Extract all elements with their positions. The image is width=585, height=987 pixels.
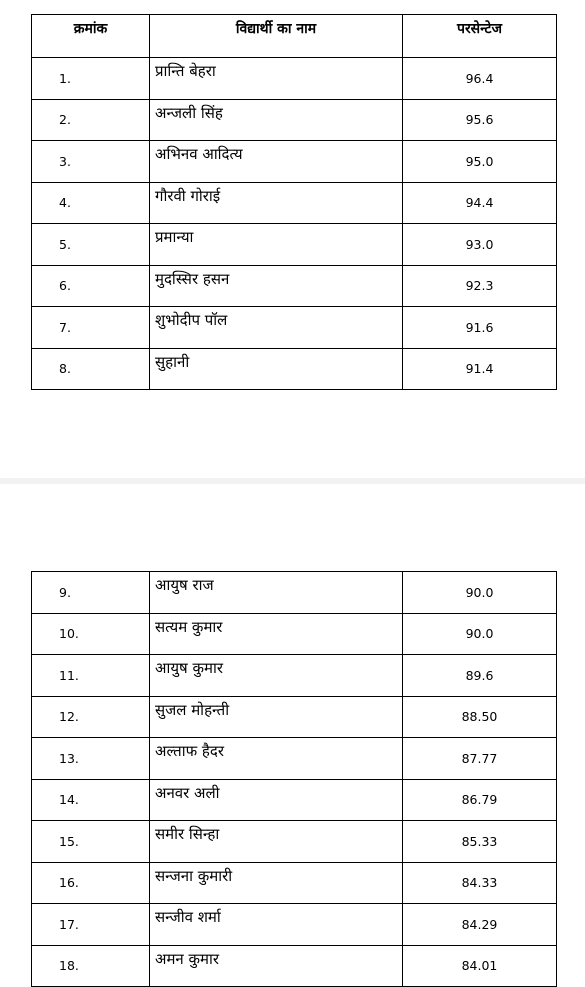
student-name-cell: सुजल मोहन्ती [150,696,403,738]
serial-cell: 13. [32,738,150,780]
percentage-cell: 91.4 [403,348,557,390]
table-row [32,696,557,738]
student-name-cell: गौरवी गोराई [150,182,403,224]
serial-cell: 9. [32,572,150,614]
table-row [32,141,557,183]
table-row [32,58,557,100]
percentage-cell: 95.0 [403,141,557,183]
serial-cell: 14. [32,779,150,821]
percentage-cell: 91.6 [403,307,557,349]
percentage-cell: 84.29 [403,904,557,946]
serial-cell: 11. [32,655,150,697]
student-name-cell: समीर सिन्हा [150,821,403,863]
table-row [32,182,557,224]
student-name-cell: प्रान्ति बेहरा [150,58,403,100]
table-row [32,307,557,349]
serial-cell: 2. [32,99,150,141]
table-row [32,821,557,863]
serial-cell: 5. [32,224,150,266]
student-name-cell: आयुष राज [150,572,403,614]
student-name-cell: सत्यम कुमार [150,613,403,655]
table-row [32,779,557,821]
percentage-cell: 94.4 [403,182,557,224]
serial-cell: 15. [32,821,150,863]
percentage-cell: 95.6 [403,99,557,141]
student-name-cell: अन्जली सिंह [150,99,403,141]
percentage-cell: 84.01 [403,945,557,987]
results-table-page-2 [31,571,557,987]
serial-cell: 4. [32,182,150,224]
table-header-row [32,15,557,58]
student-name-cell: आयुष कुमार [150,655,403,697]
student-name-cell: प्रमान्या [150,224,403,266]
student-name-cell: मुदस्सिर हसन [150,265,403,307]
serial-cell: 8. [32,348,150,390]
student-name-cell: अनवर अली [150,779,403,821]
serial-cell: 18. [32,945,150,987]
percentage-cell: 84.33 [403,862,557,904]
percentage-cell: 96.4 [403,58,557,100]
serial-cell: 10. [32,613,150,655]
table-row [32,738,557,780]
table-row [32,655,557,697]
student-name-cell: अमन कुमार [150,945,403,987]
table-row [32,945,557,987]
student-name-cell: सन्जना कुमारी [150,862,403,904]
table-row [32,99,557,141]
table-row [32,572,557,614]
percentage-cell: 85.33 [403,821,557,863]
table-row [32,904,557,946]
percentage-cell: 87.77 [403,738,557,780]
percentage-cell: 88.50 [403,696,557,738]
header-student-name: विद्यार्थी का नाम [150,15,403,58]
header-percentage: परसेन्टेज [403,15,557,58]
serial-cell: 1. [32,58,150,100]
header-serial: क्रमांक [32,15,150,58]
student-name-cell: सन्जीव शर्मा [150,904,403,946]
percentage-cell: 93.0 [403,224,557,266]
table-row [32,348,557,390]
percentage-cell: 90.0 [403,613,557,655]
student-name-cell: अल्ताफ हैदर [150,738,403,780]
percentage-cell: 86.79 [403,779,557,821]
serial-cell: 6. [32,265,150,307]
serial-cell: 3. [32,141,150,183]
page-break-divider [0,478,585,484]
table-row [32,224,557,266]
serial-cell: 12. [32,696,150,738]
percentage-cell: 89.6 [403,655,557,697]
table-row [32,613,557,655]
percentage-cell: 92.3 [403,265,557,307]
serial-cell: 17. [32,904,150,946]
serial-cell: 16. [32,862,150,904]
results-table-page-1 [31,14,557,390]
serial-cell: 7. [32,307,150,349]
percentage-cell: 90.0 [403,572,557,614]
student-name-cell: अभिनव आदित्य [150,141,403,183]
table-row [32,265,557,307]
student-name-cell: शुभोदीप पॉल [150,307,403,349]
table-row [32,862,557,904]
student-name-cell: सुहानी [150,348,403,390]
